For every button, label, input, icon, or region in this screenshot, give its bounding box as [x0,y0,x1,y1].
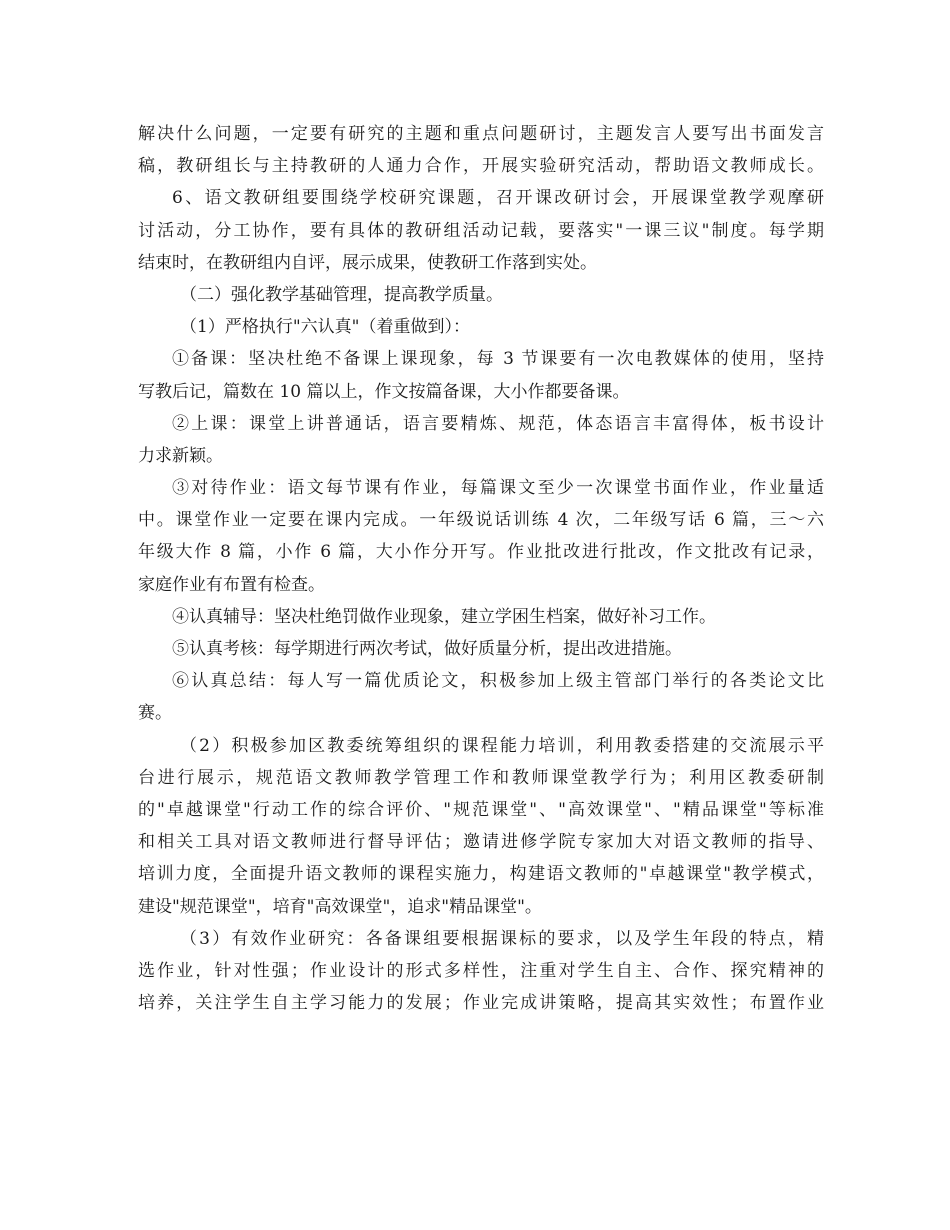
text-line: 建设"规范课堂"，培育"高效课堂"，追求"精品课堂"。 [138,896,542,917]
text-line: ④认真辅导：坚决杜绝罚做作业现象，建立学困生档案，做好补习工作。 [172,606,716,627]
text-line: 台进行展示，规范语文教师教学管理工作和教师课堂教学行为；利用区教委研制 [138,767,824,788]
text-line: ②上课：课堂上讲普通话，语言要精炼、规范，体态语言丰富得体，板书设计 [172,413,824,434]
text-line: ⑤认真考核：每学期进行两次考试，做好质量分析，提出改进措施。 [172,639,682,659]
text-line: 力求新颖。 [138,445,223,466]
text-line: 讨活动，分工协作，要有具体的教研组活动记载，要落实"一课三议"制度。每学期 [138,220,824,241]
text-line: 培训力度，全面提升语文教师的课程实施力，构建语文教师的"卓越课堂"教学模式， [138,864,824,885]
text-line: ⑥认真总结：每人写一篇优质论文，积极参加上级主管部门举行的各类论文比 [172,671,824,692]
text-line: 选作业，针对性强；作业设计的形式多样性，注重对学生自主、合作、探究精神的 [138,960,824,981]
subsection-heading: （1）严格执行"六认真"（着重做到）： [180,317,470,338]
text-line: 家庭作业有布置有检查。 [138,574,325,595]
section-heading: （二）强化教学基础管理，提高教学质量。 [180,284,503,305]
text-line: 稿，教研组长与主持教研的人通力合作，开展实验研究活动，帮助语文教师成长。 [138,156,824,177]
text-line: 6、语文教研组要围绕学校研究课题，召开课改研讨会，开展课堂教学观摩研 [172,188,824,209]
text-line: 赛。 [138,703,172,724]
text-line: ③对待作业：语文每节课有作业，每篇课文至少一次课堂书面作业，作业量适 [172,478,824,499]
text-line: 的"卓越课堂"行动工作的综合评价、"规范课堂"、"高效课堂"、"精品课堂"等标准 [138,799,824,820]
text-line: 培养，关注学生自主学习能力的发展；作业完成讲策略，提高其实效性；布置作业 [138,993,824,1014]
document-body [138,118,824,1019]
text-line: 中。课堂作业一定要在课内完成。一年级说话训练 4 次，二年级写话 6 篇，三～六 [138,510,824,531]
text-line: 年级大作 8 篇，小作 6 篇，大小作分开写。作业批改进行批改，作文批改有记录， [138,542,824,563]
text-line: 和相关工具对语文教师进行督导评估；邀请进修学院专家加大对语文教师的指导、 [138,832,824,853]
text-line: （3）有效作业研究：各备课组要根据课标的要求，以及学生年段的特点，精 [180,928,824,949]
text-line: 结束时，在教研组内自评，展示成果，使教研工作落到实处。 [138,252,597,273]
text-line: 解决什么问题，一定要有研究的主题和重点问题研讨，主题发言人要写出书面发言 [138,124,824,144]
text-line: （2）积极参加区教委统筹组织的课程能力培训，利用教委搭建的交流展示平 [180,735,824,756]
text-line: ①备课：坚决杜绝不备课上课现象，每 3 节课要有一次电教媒体的使用，坚持 [172,349,824,370]
text-line: 写教后记，篇数在 10 篇以上，作文按篇备课，大小作都要备课。 [138,381,630,402]
